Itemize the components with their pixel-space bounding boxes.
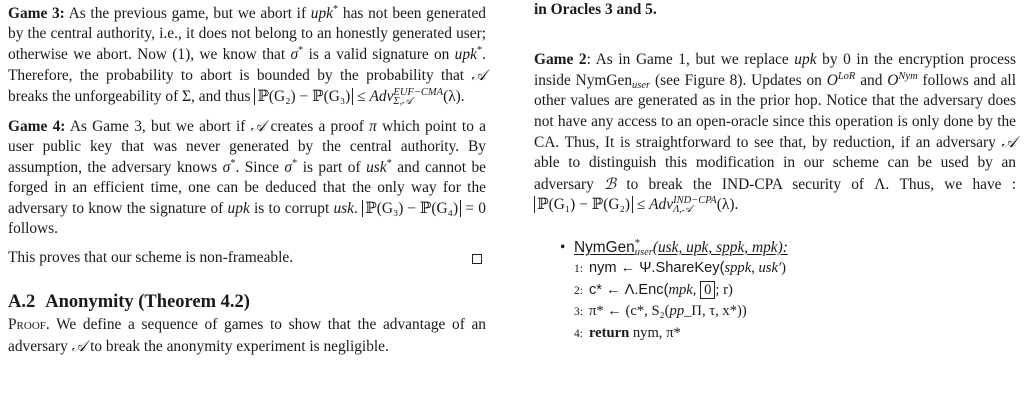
boxed-value: 0 [700, 281, 715, 299]
game3-paragraph: Game 3: As the previous game, but we abort if upk* has not been generated by the central authority, i.e., it does not belong to an honestly generated user; otherwise we abort. Now (1), we know that σ* is a valid signature on upk*. Therefore, the probability to abort is bounded by the probability that 𝒜 breaks the unforgeability of Σ, and thus ℙ(G₂) − ℙ(G₃) ≤ Adv EUF−CMA Σ,𝒜 (λ). [8, 4, 487, 107]
algorithm-line: 2: c* ← Λ.Enc(mpk, 0 ; r) [574, 281, 733, 298]
algorithm-signature: NymGen * user (usk, upk, sppk, mpk): [574, 237, 788, 258]
proof-paragraph: Proof. We define a sequence of games to show that the advantage of an adversary 𝒜 to break the anonymity experiment is negligible. [8, 316, 486, 355]
algorithm-body [574, 258, 1016, 344]
abs-value: ℙ(G₂) − ℙ(G₃) [254, 88, 353, 105]
section-heading: A.2 Anonymity (Theorem 4.2) [8, 291, 250, 312]
bullet-icon: • [560, 238, 566, 256]
algorithm-line: 3: π* ← (c*, S₂(pp_Π, τ, x*)) [574, 303, 747, 320]
game4-label: Game 4: [8, 118, 66, 136]
algorithm-header [560, 238, 1016, 258]
game2-label: Game 2 [534, 51, 587, 69]
heading-fragment: in Oracles 3 and 5. [534, 1, 657, 18]
abs-value: ℙ(G₃) − ℙ(G₄) [362, 200, 461, 217]
game2-paragraph: Game 2: As in Game 1, but we replace upk by 0 in the encryption process inside NymGen$_{user}$ (see Figure 8). Updates on $O^{LoR}$ and $O^{Nym}$ follows and all other values are generated as in the prior hop. Notice that the adversary does not have any access to an open-oracle since this operation is only done by the CA. Thus, It is straightforward to see that, by reduction, if an adversary 𝒜 able to distinguish this modification in our scheme can be used by an adversary ℬ to break the IND-CPA security of Λ. Thus, we have : ℙ(G₁) − ℙ(G₂) ≤ Adv IND−CPA Λ,𝒜 (λ). [534, 51, 1016, 216]
game4-paragraph: Game 4: As Game 3, but we abort if 𝒜 creates a proof π which point to a user public key that was never generated by the central authority. By assumption, the adversary knows σ*. Since σ* is part of usk* and cannot be forged in an efficient time, one can be deduced that the only way for the adversary to know the signature of upk is to corrupt usk. ℙ(G₃) − ℙ(G₄) = 0 follows. [8, 117, 486, 238]
algorithm-line: 4: return nym, π* [574, 324, 681, 341]
algorithm-line: 1: nym ← Ψ.ShareKey(sppk, usk′) [574, 260, 787, 277]
proof-label: Proof. [8, 316, 50, 334]
qed-box-icon [472, 254, 482, 264]
left-column [8, 4, 486, 357]
conclusion-line: This proves that our scheme is non-frameable. [8, 248, 486, 268]
abs-value: ℙ(G₁) − ℙ(G₂) [534, 196, 633, 213]
right-column [534, 1, 1016, 344]
game3-label: Game 3: [8, 5, 65, 22]
